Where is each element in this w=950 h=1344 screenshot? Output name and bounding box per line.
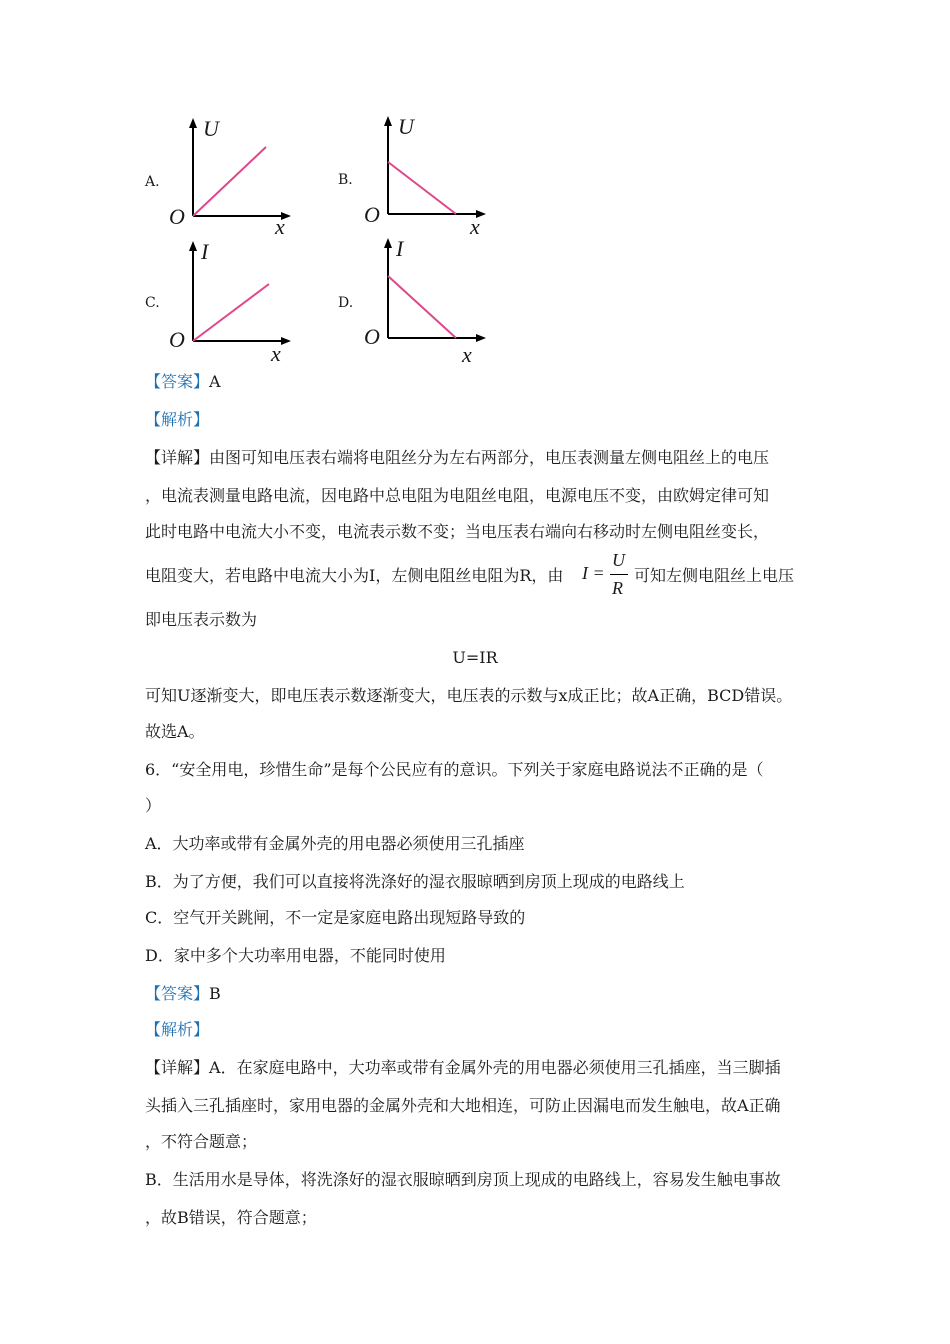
formula-lhs: I = bbox=[582, 563, 605, 583]
graph-c-y-arrow bbox=[189, 241, 197, 251]
q5-detail-line-4b: 可知左侧电阻丝上电压 bbox=[634, 566, 795, 585]
formula-numerator: U bbox=[612, 550, 625, 570]
q5-answer-value: A bbox=[209, 372, 221, 391]
option-label-d: D. bbox=[338, 295, 354, 311]
q6-answer-value: B bbox=[209, 984, 221, 1003]
graph-b-origin: O bbox=[364, 202, 380, 227]
graph-a-x-label: x bbox=[275, 214, 285, 239]
q6-analysis-tag: 【解析】 bbox=[145, 1020, 210, 1039]
q5-detail-line-6: 可知U逐渐变大，即电压表示数逐渐变大，电压表的示数与x成正比；故A正确，BCD错误。 bbox=[145, 686, 793, 705]
q5-detail-line-7: 故选A。 bbox=[145, 722, 205, 741]
graph-d-x-arrow bbox=[476, 334, 486, 342]
graph-a-origin: O bbox=[169, 204, 185, 229]
graph-c-origin: O bbox=[169, 327, 185, 352]
q6-detail-line-1: 【详解】A．在家庭电路中，大功率或带有金属外壳的用电器必须使用三孔插座，当三脚插 bbox=[145, 1058, 781, 1077]
q5-detail-line-2: ，电流表测量电路电流，因电路中总电阻为电阻丝电阻，电源电压不变，由欧姆定律可知 bbox=[145, 486, 770, 505]
graph-b-x-label: x bbox=[470, 214, 480, 239]
q6-detail-tag: 【详解】 bbox=[145, 1058, 210, 1077]
graph-a bbox=[165, 118, 295, 238]
graph-a-data-line bbox=[193, 147, 266, 216]
q5-detail-line-3: 此时电路中电流大小不变，电流表示数不变；当电压表右端向右移动时左侧电阻丝变长， bbox=[145, 522, 770, 541]
graph-c-x-label: x bbox=[271, 341, 281, 366]
q6-option-a: A．大功率或带有金属外壳的用电器必须使用三孔插座 bbox=[145, 834, 525, 853]
graph-d-svg bbox=[362, 238, 492, 358]
graph-c-y-label: I bbox=[201, 239, 209, 264]
q6-stem-2: ） bbox=[145, 796, 162, 815]
graph-c-data-line bbox=[193, 284, 269, 341]
q5-answer bbox=[145, 372, 221, 392]
q5-detail-line-5: 即电压表示数为 bbox=[145, 610, 258, 629]
q6-detail-line-4: B．生活用水是导体，将洗涤好的湿衣服晾晒到房顶上现成的电路线上，容易发生触电事故 bbox=[145, 1170, 781, 1189]
q5-detail-line-4a: 电阻变大，若电路中电流大小为I，左侧电阻丝电阻为R，由 bbox=[145, 566, 564, 585]
formula-denominator: R bbox=[612, 578, 623, 598]
graph-b-y-arrow bbox=[384, 116, 392, 126]
q6-stem-1: 6．“安全用电，珍惜生命”是每个公民应有的意识。下列关于家庭电路说法不正确的是（ bbox=[145, 760, 764, 779]
q6-detail-line-3: ，不符合题意； bbox=[145, 1132, 258, 1151]
graph-a-y-label: U bbox=[203, 116, 219, 141]
option-label-a: A. bbox=[145, 174, 160, 190]
q5-detail-line-1: 【详解】由图可知电压表右端将电阻丝分为左右两部分，电压表测量左侧电阻丝上的电压 bbox=[145, 448, 770, 467]
graph-d-y-arrow bbox=[384, 238, 392, 248]
q6-answer-tag: 【答案】 bbox=[145, 984, 210, 1003]
graph-b bbox=[360, 114, 490, 239]
graph-d bbox=[362, 236, 492, 367]
q5-answer-tag: 【答案】 bbox=[145, 372, 210, 391]
q6-option-b: B．为了方便，我们可以直接将洗涤好的湿衣服晾晒到房顶上现成的电路线上 bbox=[145, 872, 685, 891]
q5-detail-tag: 【详解】 bbox=[145, 448, 210, 467]
graph-c bbox=[165, 239, 295, 366]
graph-c-x-arrow bbox=[281, 337, 291, 345]
q5-equation: U=IR bbox=[452, 648, 498, 667]
q5-analysis-tag: 【解析】 bbox=[145, 410, 210, 429]
q6-detail-line-5: ，故B错误，符合题意； bbox=[145, 1208, 317, 1227]
q6-option-d: D．家中多个大功率用电器，不能同时使用 bbox=[145, 946, 446, 965]
option-label-c: C. bbox=[145, 295, 160, 311]
q6-answer bbox=[145, 984, 221, 1004]
formula-fraction-bar bbox=[610, 574, 628, 575]
graph-b-data-line bbox=[388, 162, 456, 214]
graph-d-data-line bbox=[388, 276, 456, 338]
graph-a-y-arrow bbox=[189, 118, 197, 128]
graph-d-y-label: I bbox=[396, 236, 404, 261]
graph-b-y-label: U bbox=[398, 114, 414, 139]
graph-d-origin: O bbox=[364, 324, 380, 349]
graph-d-x-label: x bbox=[462, 342, 472, 367]
q6-option-c: C．空气开关跳闸，不一定是家庭电路出现短路导致的 bbox=[145, 908, 526, 927]
q6-detail-line-2: 头插入三孔插座时，家用电器的金属外壳和大地相连，可防止因漏电而发生触电，故A正确 bbox=[145, 1096, 781, 1115]
option-label-b: B. bbox=[338, 172, 353, 188]
